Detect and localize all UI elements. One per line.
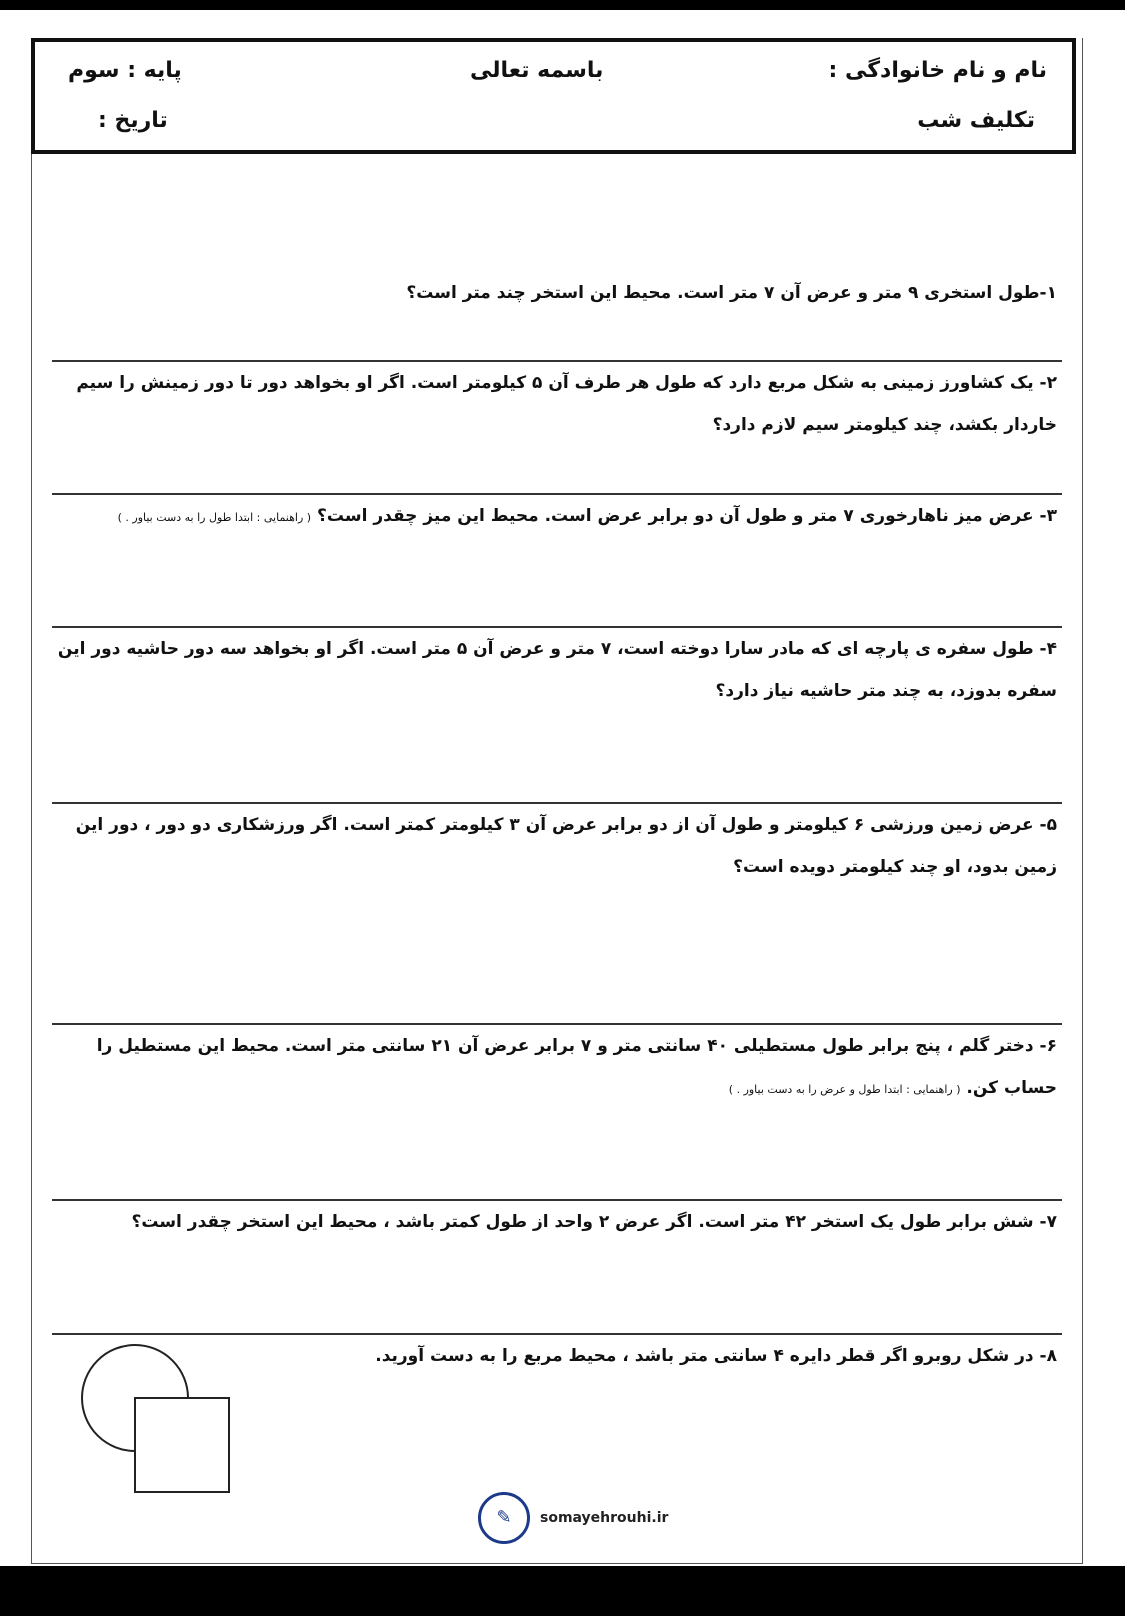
- question-7: ۷- شش برابر طول یک استخر ۴۲ متر است. اگر عرض ۲ واحد از طول کمتر باشد ، محیط این استخر چقدر است؟: [131, 1212, 1057, 1232]
- question-5: ۵- عرض زمین ورزشی ۶ کیلومتر و طول آن از دو برابر عرض آن ۳ کیلومتر کمتر است. اگر ورزشکاری دو دور ، دور این زمین بدود، او چند کیلومتر دویده است؟: [75, 815, 1057, 877]
- question-6-hint: ( راهنمایی : ابتدا طول و عرض را به دست بیاور . ): [728, 1083, 961, 1096]
- question-3: ۳- عرض میز ناهارخوری ۷ متر و طول آن دو برابر عرض است. محیط این میز چقدر است؟ ( راهنمایی : ابتدا طول را به دست بیاور . ): [117, 506, 1057, 526]
- question-8: ۸- در شکل روبرو اگر قطر دایره ۴ سانتی متر باشد ، محیط مربع را به دست آورید.: [375, 1346, 1057, 1366]
- site-url: somayehrouhi.ir: [540, 1510, 669, 1526]
- circle-square-figure: [75, 1340, 245, 1500]
- homework-label: تکلیف شب: [917, 108, 1035, 133]
- square-shape: [135, 1398, 229, 1492]
- date-label: تاریخ :: [98, 108, 168, 133]
- name-label: نام و نام خانوادگی :: [828, 58, 1047, 83]
- site-logo: ✎: [478, 1492, 530, 1544]
- question-4: ۴- طول سفره ی پارچه ای که مادر سارا دوخته است، ۷ متر و عرض آن ۵ متر است. اگر او بخواهد سه دور حاشیه دور این سفره بدوزد، به چند متر حاشیه نیاز دارد؟: [57, 639, 1057, 701]
- question-1: ۱-طول استخری ۹ متر و عرض آن ۷ متر است. محیط این استخر چند متر است؟: [406, 283, 1057, 303]
- question-2: ۲- یک کشاورز زمینی به شکل مربع دارد که طول هر طرف آن ۵ کیلومتر است. اگر او بخواهد دور تا دور زمینش را سیم خاردار بکشد، چند کیلومتر سیم لازم دارد؟: [76, 373, 1057, 435]
- header-title: باسمه تعالی: [470, 58, 604, 83]
- question-6: ۶- دختر گلم ، پنج برابر طول مستطیلی ۴۰ سانتی متر و ۷ برابر عرض آن ۲۱ سانتی متر است. محیط این مستطیل را حساب کن. ( راهنمایی : ابتدا طول و عرض را به دست بیاور . ): [96, 1036, 1057, 1098]
- bottom-bar: [0, 1566, 1125, 1616]
- grade-label: پایه : سوم: [68, 58, 182, 83]
- worksheet-header: [31, 38, 1076, 154]
- top-bar: [0, 0, 1125, 10]
- question-3-hint: ( راهنمایی : ابتدا طول را به دست بیاور . ): [117, 511, 312, 524]
